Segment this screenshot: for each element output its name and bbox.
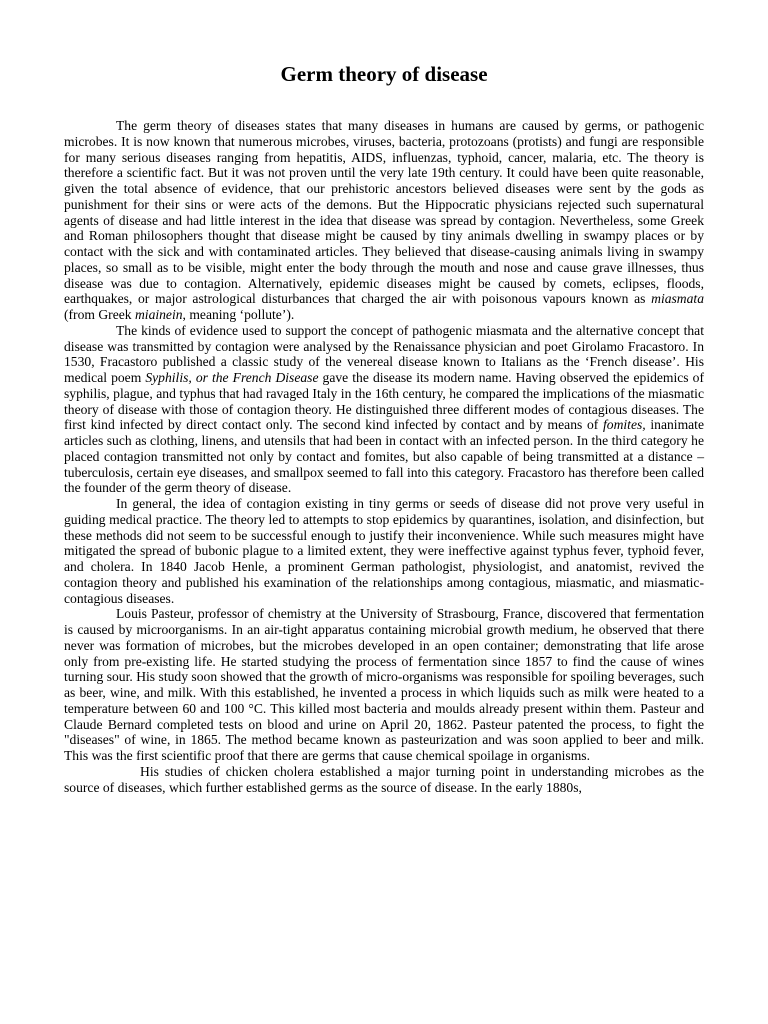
italic-text: fomites, [603,417,646,433]
italic-text: miasmata [651,291,704,307]
paragraph-4 [64,606,704,764]
paragraph-3 [64,496,704,606]
italic-text: miainein [134,307,183,322]
text-run: The germ theory of diseases states that many diseases in humans are caused by germs, or pathogenic microbes. It is now known that numerous microbes, viruses, bacteria, protozoans (protists) and fungi are responsible for many serious diseases ranging from hepatitis, AIDS, influenzas, typhoid, cancer, malaria, etc. The theory is therefore a scientific fact. But it was not proven until the very late 19th century. It could have been quite reasonable, given the total absence of evidence, that our prehistoric ancestors believed diseases were sent by the gods as punishment for their sins or were acts of the demons. But the Hippocratic physicians rejected such supernatural agents of disease and had little interest in the idea that disease was spread by contagion. Nevertheless, some Greek and Roman philosophers thought that disease might be caused by tiny animals dwelling in swampy places or by contact with the sick and with contaminated articles. They believed that disease-causing animals living in swampy places, so small as to be visible, might enter the body through the mouth and nose and cause grave illnesses, thus disease was due to contagion. Alternatively, epidemic diseases might be caused by comets, eclipses, floods, earthquakes, or major astrological disturbances that charged the air with poisonous vapours known as [64,118,704,307]
page-title: Germ theory of disease [280,62,488,86]
text-run: In general, the idea of contagion existing in tiny germs or seeds of disease did not prove very useful in guiding medical practice. The theory led to attempts to stop epidemics by quarantines, isolation, and disinfection, but these methods did not seem to be successful enough to justify their inconvenience. While such measures might have mitigated the spread of bubonic plague to a limited extent, they were ineffective against typhus fever, typhoid fever, and cholera. In 1840 Jacob Henle, a prominent German pathologist, physiologist, and anatomist, revived the contagion theory and published his examination of the relationships among contagious, miasmatic, and miasmatic-contagious diseases. [64,496,704,606]
text-run: His studies of chicken cholera established a major turning point in understanding microbes as the source of diseases, which further established germs as the source of disease. In the early 1880s, [64,763,704,795]
text-run: Louis Pasteur, professor of chemistry at the University of Strasbourg, France, discovered that fermentation is caused by microorganisms. In an air-tight apparatus containing microbial growth medium, he observed that there never was formation of microbes, but the microbes developed in an open container; demonstrating that life arose only from pre-existing life. He started studying the process of fermentation since 1857 to find the cause of wines turning sour. His study soon showed that the growth of micro-organisms was responsible for spoiling beverages, such as beer, wine, and milk. With this established, he invented a process in which liquids such as milk were heated to a temperature between 60 and 100 °C. This killed most bacteria and moulds already present within them. Pasteur and Claude Bernard completed tests on blood and urine on April 20, 1862. Pasteur patented the process, to fight the "diseases" of wine, in 1865. The method became known as pasteurization and was soon applied to beer and milk. This was the first scientific proof that there are germs that cause chemical spoilage in organisms. [64,606,704,763]
text-run: inanimate articles such as clothing, linens, and utensils that had been in contact with an infected person. In the third category he placed contagion transmitted not only by contact and fomites, but also capable of being transmitted at a distance – tuberculosis, certain eye diseases, and smallpox seemed to fall into this category. Fracastoro has therefore been called the founder of the germ theory of disease. [64,417,704,496]
paragraph-2 [64,323,704,496]
body-text [64,118,704,795]
text-run: gave the disease its modern name. Having observed the epidemics of syphilis, plague, and typhus that had ravaged Italy in the 16th century, he compared the implications of the miasmatic theory of disease with those of contagion theory. He distinguished three different modes of contagious diseases. The first kind infected by direct contact only. The second kind infected by contact and by means of [64,370,704,433]
text-run: (from Greek [64,307,135,322]
text-run: The kinds of evidence used to support the concept of pathogenic miasmata and the alternative concept that disease was transmitted by contagion were analysed by the Renaissance physician and poet Girolamo Fracastoro. In 1530, Fracastoro published a classic study of the venereal disease known to Italians as the ‘French disease’. His medical poem [64,322,704,385]
italic-text: Syphilis, or the French Disease [145,370,319,385]
paragraph-5 [64,764,704,796]
text-run: , meaning ‘pollute’). [182,307,295,322]
paragraph-1 [64,118,704,323]
